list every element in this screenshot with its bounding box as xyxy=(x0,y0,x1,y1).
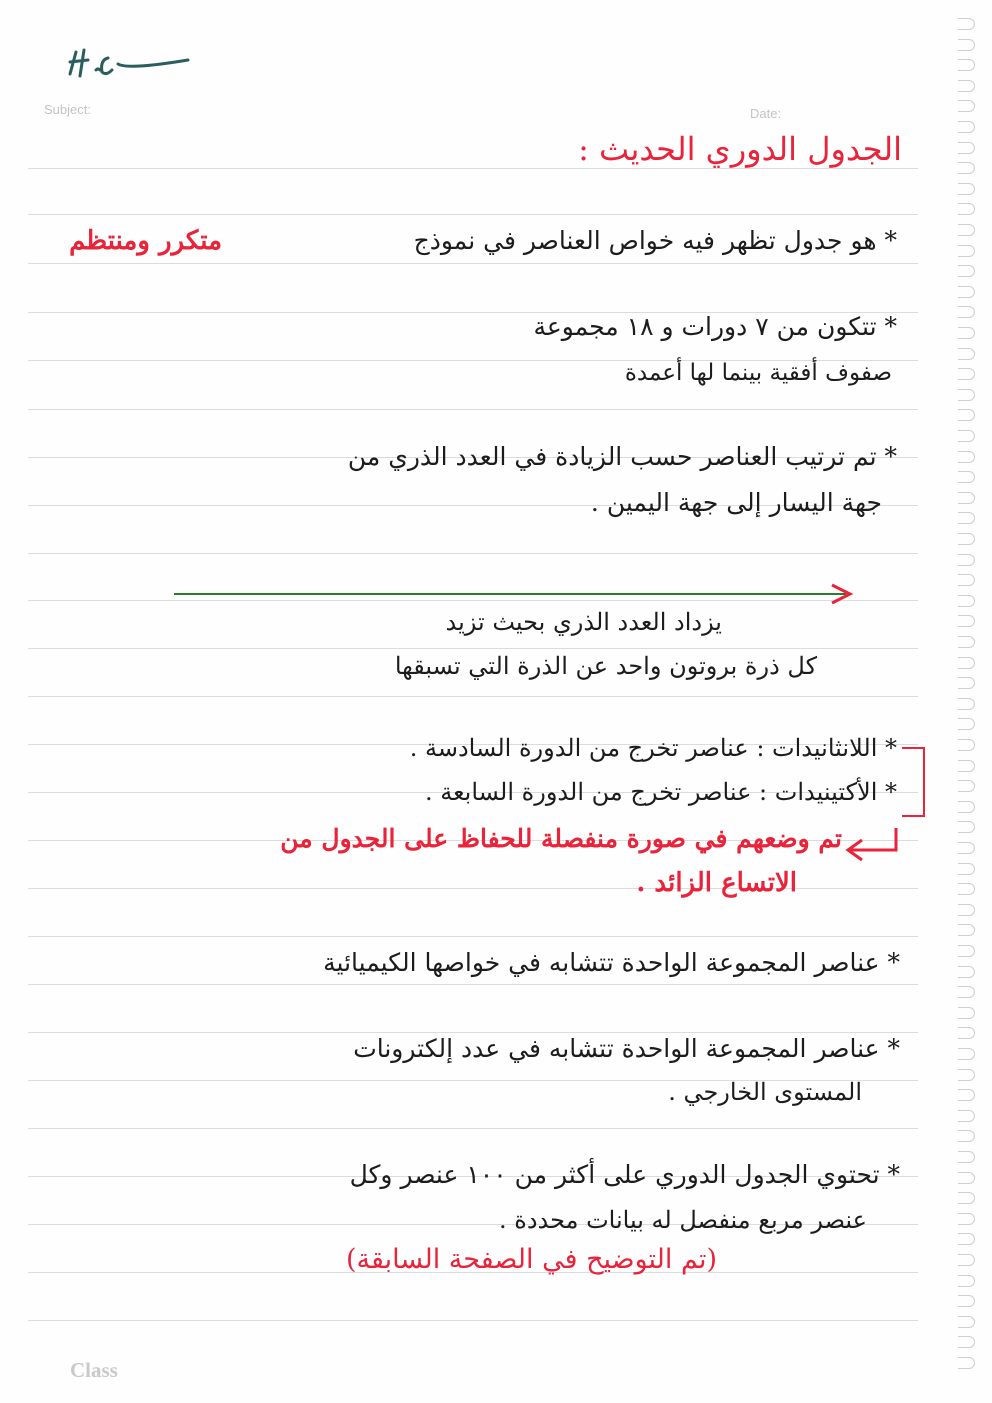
note-highlight: تم وضعهم في صورة منفصلة للحفاظ على الجدول من xyxy=(280,824,842,853)
note-line: يزداد العدد الذري بحيث تزيد xyxy=(445,608,722,636)
note-line: عنصر مربع منفصل له بيانات محددة . xyxy=(498,1206,867,1234)
binding-loop xyxy=(958,1151,975,1163)
binding-loop xyxy=(958,986,975,998)
direction-arrow-icon xyxy=(170,582,860,606)
binding-loop xyxy=(958,512,975,524)
note-highlight: (تم التوضيح في الصفحة السابقة) xyxy=(345,1244,717,1275)
ruled-line xyxy=(28,936,918,937)
binding-loop xyxy=(958,1357,975,1369)
initials-signature xyxy=(62,44,202,94)
binding-loop xyxy=(958,471,975,483)
binding-loop xyxy=(958,842,975,854)
ruled-line xyxy=(28,1032,918,1033)
binding-loop xyxy=(958,492,975,504)
binding-loop xyxy=(958,430,975,442)
binding-loop xyxy=(958,121,975,133)
binding-loop xyxy=(958,821,975,833)
binding-loop xyxy=(958,1254,975,1266)
note-line: المستوى الخارجي . xyxy=(668,1078,862,1106)
ruled-line xyxy=(28,1320,918,1321)
note-line: صفوف أفقية بينما لها أعمدة xyxy=(624,360,892,386)
binding-loop xyxy=(958,883,975,895)
ruled-line xyxy=(28,1128,918,1129)
subject-label: Subject: xyxy=(44,102,91,117)
ruled-line xyxy=(28,263,918,264)
note-highlight: الاتساع الزائد . xyxy=(636,868,797,898)
binding-loop xyxy=(958,18,975,30)
binding-loop xyxy=(958,265,975,277)
binding-loop xyxy=(958,1336,975,1348)
note-line: * عناصر المجموعة الواحدة تتشابه في عدد إلكترونات xyxy=(353,1034,900,1063)
binding-loop xyxy=(958,1233,975,1245)
ruled-line xyxy=(28,984,918,985)
date-label: Date: xyxy=(750,106,782,121)
binding-loop xyxy=(958,39,975,51)
binding-loop xyxy=(958,451,975,463)
binding-loop xyxy=(958,1213,975,1225)
binding-loop xyxy=(958,286,975,298)
binding-loop xyxy=(958,183,975,195)
note-highlight: متكرر ومنتظم xyxy=(69,226,222,256)
binding-loop xyxy=(958,162,975,174)
binding-loop xyxy=(958,780,975,792)
binding-loop xyxy=(958,945,975,957)
binding-loop xyxy=(958,1130,975,1142)
binding-loop xyxy=(958,904,975,916)
ruled-line xyxy=(28,553,918,554)
binding-loop xyxy=(958,554,975,566)
binding-loop xyxy=(958,348,975,360)
note-line: * هو جدول تظهر فيه خواص العناصر في نموذج xyxy=(413,226,897,255)
binding-loop xyxy=(958,1048,975,1060)
binding-loop xyxy=(958,368,975,380)
ruled-line xyxy=(28,168,918,169)
binding-loop xyxy=(958,59,975,71)
binding-loop xyxy=(958,1069,975,1081)
ruled-line xyxy=(28,696,918,697)
binding-loop xyxy=(958,698,975,710)
note-line: * اللانثانيدات : عناصر تخرج من الدورة السادسة . xyxy=(409,734,897,762)
binding-loop xyxy=(958,615,975,627)
binding-loop xyxy=(958,327,975,339)
binding-loop xyxy=(958,245,975,257)
ruled-line xyxy=(28,648,918,649)
binding-loop xyxy=(958,636,975,648)
binding-loop xyxy=(958,203,975,215)
note-line: * تتكون من ٧ دورات و ١٨ مجموعة xyxy=(533,312,897,341)
binding-loop xyxy=(958,389,975,401)
note-line: * عناصر المجموعة الواحدة تتشابه في خواصها الكيميائية xyxy=(323,948,900,977)
binding-loop xyxy=(958,657,975,669)
binding-loop xyxy=(958,306,975,318)
binding-loop xyxy=(958,1192,975,1204)
ruled-line xyxy=(28,409,918,410)
note-line: * تحتوي الجدول الدوري على أكثر من ١٠٠ عنصر وكل xyxy=(349,1160,900,1189)
note-line: * تم ترتيب العناصر حسب الزيادة في العدد الذري من xyxy=(347,442,897,471)
binding-loop xyxy=(958,1316,975,1328)
binding-loop xyxy=(958,1027,975,1039)
binding-loop xyxy=(958,80,975,92)
binding-loop xyxy=(958,1295,975,1307)
binding-loop xyxy=(958,739,975,751)
binding-loop xyxy=(958,595,975,607)
binding-loop xyxy=(958,924,975,936)
binding-loop xyxy=(958,409,975,421)
binding-loop xyxy=(958,1275,975,1287)
ruled-line xyxy=(28,214,918,215)
spiral-binding xyxy=(958,18,978,1388)
note-line: كل ذرة بروتون واحد عن الذرة التي تسبقها xyxy=(394,652,817,680)
return-arrow-icon xyxy=(840,824,900,864)
binding-loop xyxy=(958,863,975,875)
binding-loop xyxy=(958,1172,975,1184)
binding-loop xyxy=(958,1089,975,1101)
binding-loop xyxy=(958,677,975,689)
binding-loop xyxy=(958,966,975,978)
bracket-icon xyxy=(898,746,928,818)
binding-loop xyxy=(958,533,975,545)
binding-loop xyxy=(958,574,975,586)
note-line: جهة اليسار إلى جهة اليمين . xyxy=(590,488,882,517)
note-line: * الأكتينيدات : عناصر تخرج من الدورة السابعة . xyxy=(424,778,897,806)
binding-loop xyxy=(958,224,975,236)
binding-loop xyxy=(958,1110,975,1122)
binding-loop xyxy=(958,801,975,813)
binding-loop xyxy=(958,718,975,730)
page-title: الجدول الدوري الحديث : xyxy=(578,130,902,168)
binding-loop xyxy=(958,142,975,154)
class-logo: Class xyxy=(70,1358,118,1382)
binding-loop xyxy=(958,1007,975,1019)
binding-loop xyxy=(958,100,975,112)
binding-loop xyxy=(958,760,975,772)
